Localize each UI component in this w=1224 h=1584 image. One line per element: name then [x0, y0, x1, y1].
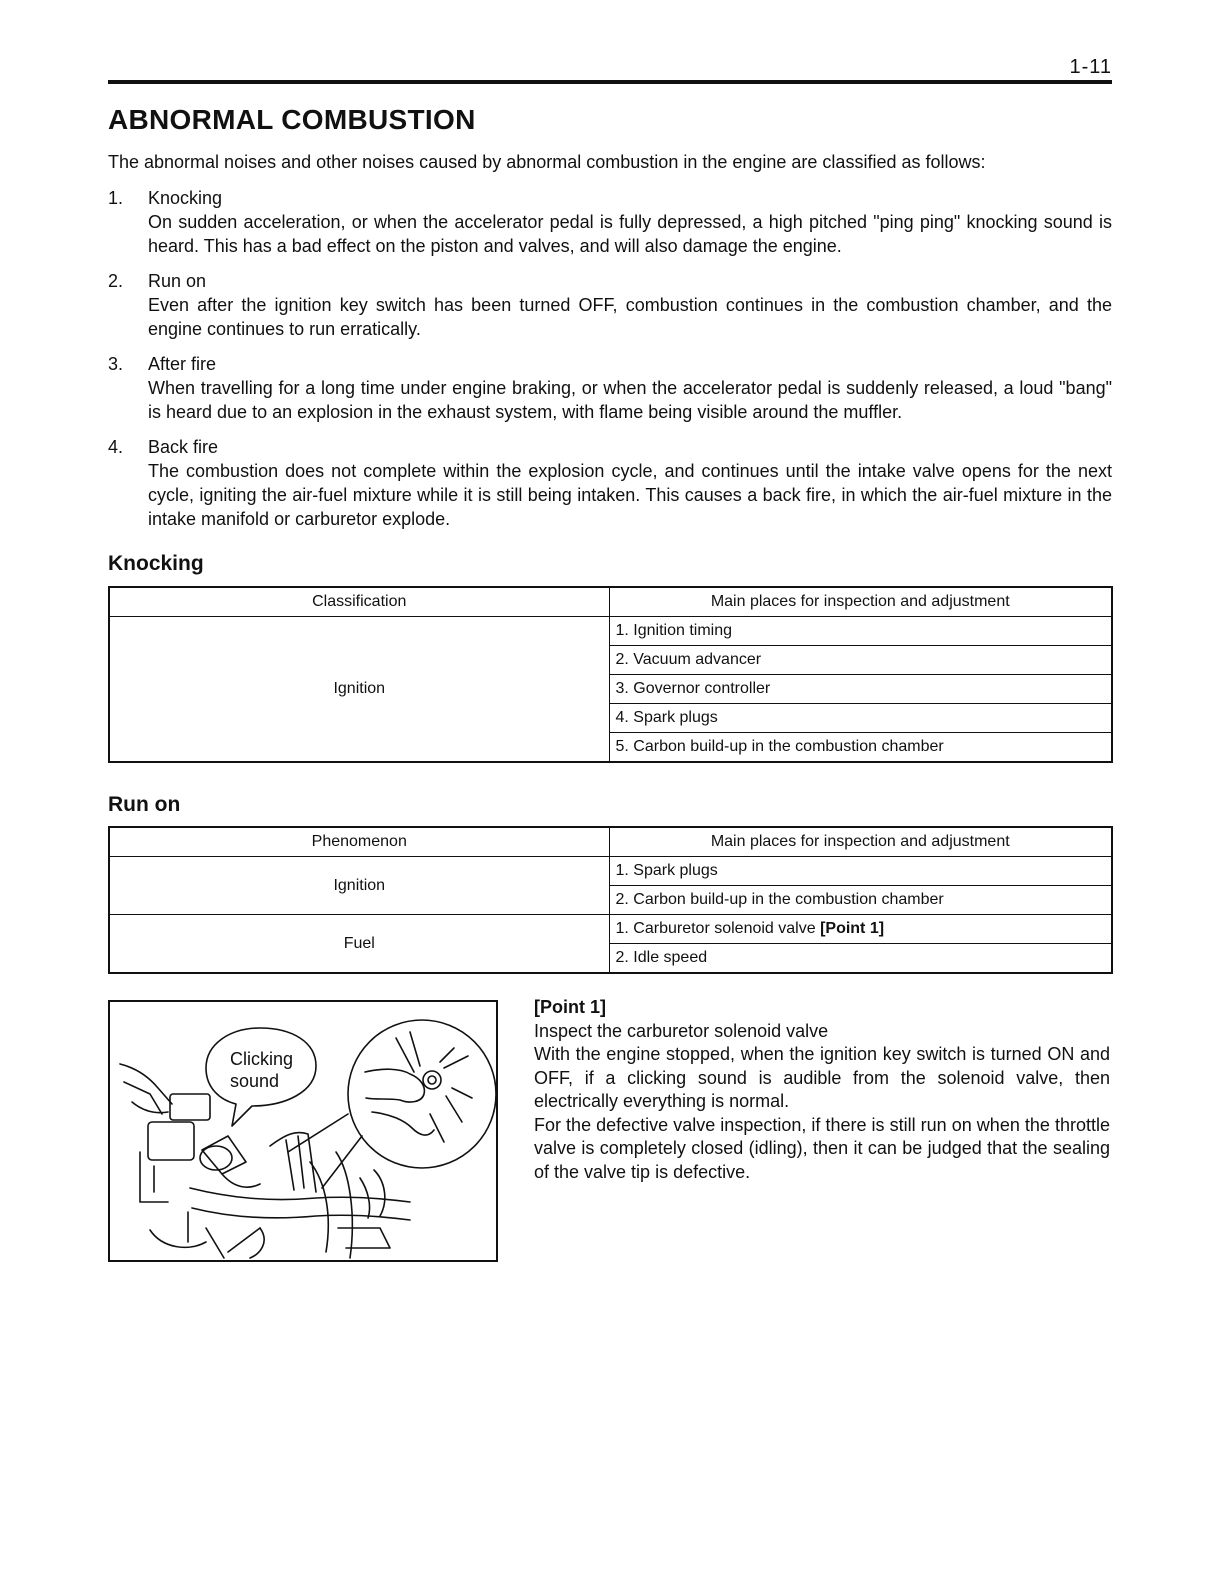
point1-paragraph-1: With the engine stopped, when the ignition key switch is turned ON and OFF, if a clicking sound is audible from the solenoid valve, then electrically everything is normal.: [534, 1044, 1110, 1111]
figure-label-line1: Clicking: [230, 1049, 294, 1069]
header-rule: [108, 80, 1112, 84]
inspection-item: 2. Vacuum advancer: [609, 646, 1112, 675]
column-header-classification: Classification: [109, 587, 609, 617]
list-item-number: 4.: [108, 437, 124, 457]
list-item-description: On sudden acceleration, or when the accelerator pedal is fully depressed, a high pitched "ping ping" knocking sound is heard. This has a bad effect on the piston and valves, and will also damage the engine.: [148, 212, 1112, 256]
page-number: 1-11: [1069, 56, 1112, 78]
table-row: [109, 857, 1112, 886]
knocking-table: [108, 586, 1113, 763]
column-header-inspection: Main places for inspection and adjustment: [609, 827, 1112, 857]
classification-cell: Ignition: [109, 617, 609, 763]
run-on-heading: Run on: [108, 793, 181, 816]
inspection-item: [609, 915, 1112, 944]
inspection-item: 4. Spark plugs: [609, 704, 1112, 733]
inspection-item: 2. Carbon build-up in the combustion chamber: [609, 886, 1112, 915]
list-item-number: 2.: [108, 271, 124, 291]
table-row: [109, 915, 1112, 944]
table-row: [109, 617, 1112, 646]
classification-list: [108, 186, 1112, 542]
point1-section: [534, 996, 1110, 1184]
list-item: [108, 186, 1112, 258]
inspection-item: 1. Spark plugs: [609, 857, 1112, 886]
list-item: [108, 435, 1112, 531]
point1-paragraph-2: For the defective valve inspection, if there is still run on when the throttle valve is completely closed (idling), then it can be judged that the sealing of the valve tip is defective.: [534, 1114, 1110, 1182]
list-item-description: Even after the ignition key switch has been turned OFF, combustion continues in the combustion chamber, and the engine continues to run erratically.: [148, 295, 1112, 339]
table-header-row: [109, 827, 1112, 857]
list-item-title: Run on: [148, 271, 207, 291]
inspection-item: 1. Ignition timing: [609, 617, 1112, 646]
figure-label-line2: sound: [230, 1071, 280, 1091]
point-reference: [Point 1]: [820, 920, 885, 937]
inspection-item: 5. Carbon build-up in the combustion chamber: [609, 733, 1112, 763]
phenomenon-cell: Fuel: [109, 915, 609, 974]
solenoid-valve-illustration: [110, 1002, 496, 1260]
phenomenon-cell: Ignition: [109, 857, 609, 915]
list-item-title: Knocking: [148, 188, 223, 208]
knocking-heading: Knocking: [108, 552, 204, 575]
list-item-title: Back fire: [148, 437, 219, 457]
section-title: ABNORMAL COMBUSTION: [108, 104, 476, 135]
list-item-number: 3.: [108, 354, 124, 374]
inspection-item: 3. Governor controller: [609, 675, 1112, 704]
list-item-title: After fire: [148, 354, 217, 374]
list-item: [108, 352, 1112, 424]
inspection-item-text: 1. Carburetor solenoid valve: [615, 920, 821, 937]
run-on-table: [108, 826, 1113, 974]
table-header-row: [109, 587, 1112, 617]
intro-text: The abnormal noises and other noises caused by abnormal combustion in the engine are classified as follows:: [108, 152, 986, 172]
list-item-description: The combustion does not complete within the explosion cycle, and continues until the intake valve opens for the next cycle, igniting the air-fuel mixture while it is still being intaken. This causes a back fire, in which the air-fuel mixture in the intake manifold or carburetor explode.: [148, 461, 1112, 529]
list-item-number: 1.: [108, 188, 124, 208]
point1-heading: [Point 1]: [534, 997, 606, 1017]
column-header-phenomenon: Phenomenon: [109, 827, 609, 857]
inspection-item: 2. Idle speed: [609, 944, 1112, 974]
column-header-inspection: Main places for inspection and adjustment: [609, 587, 1112, 617]
solenoid-valve-figure: [108, 1000, 498, 1262]
list-item-description: When travelling for a long time under engine braking, or when the accelerator pedal is suddenly released, a loud "bang" is heard due to an explosion in the exhaust system, with flame being visible around the muffler.: [148, 378, 1112, 422]
point1-subheading: Inspect the carburetor solenoid valve: [534, 1020, 829, 1041]
list-item: [108, 269, 1112, 341]
